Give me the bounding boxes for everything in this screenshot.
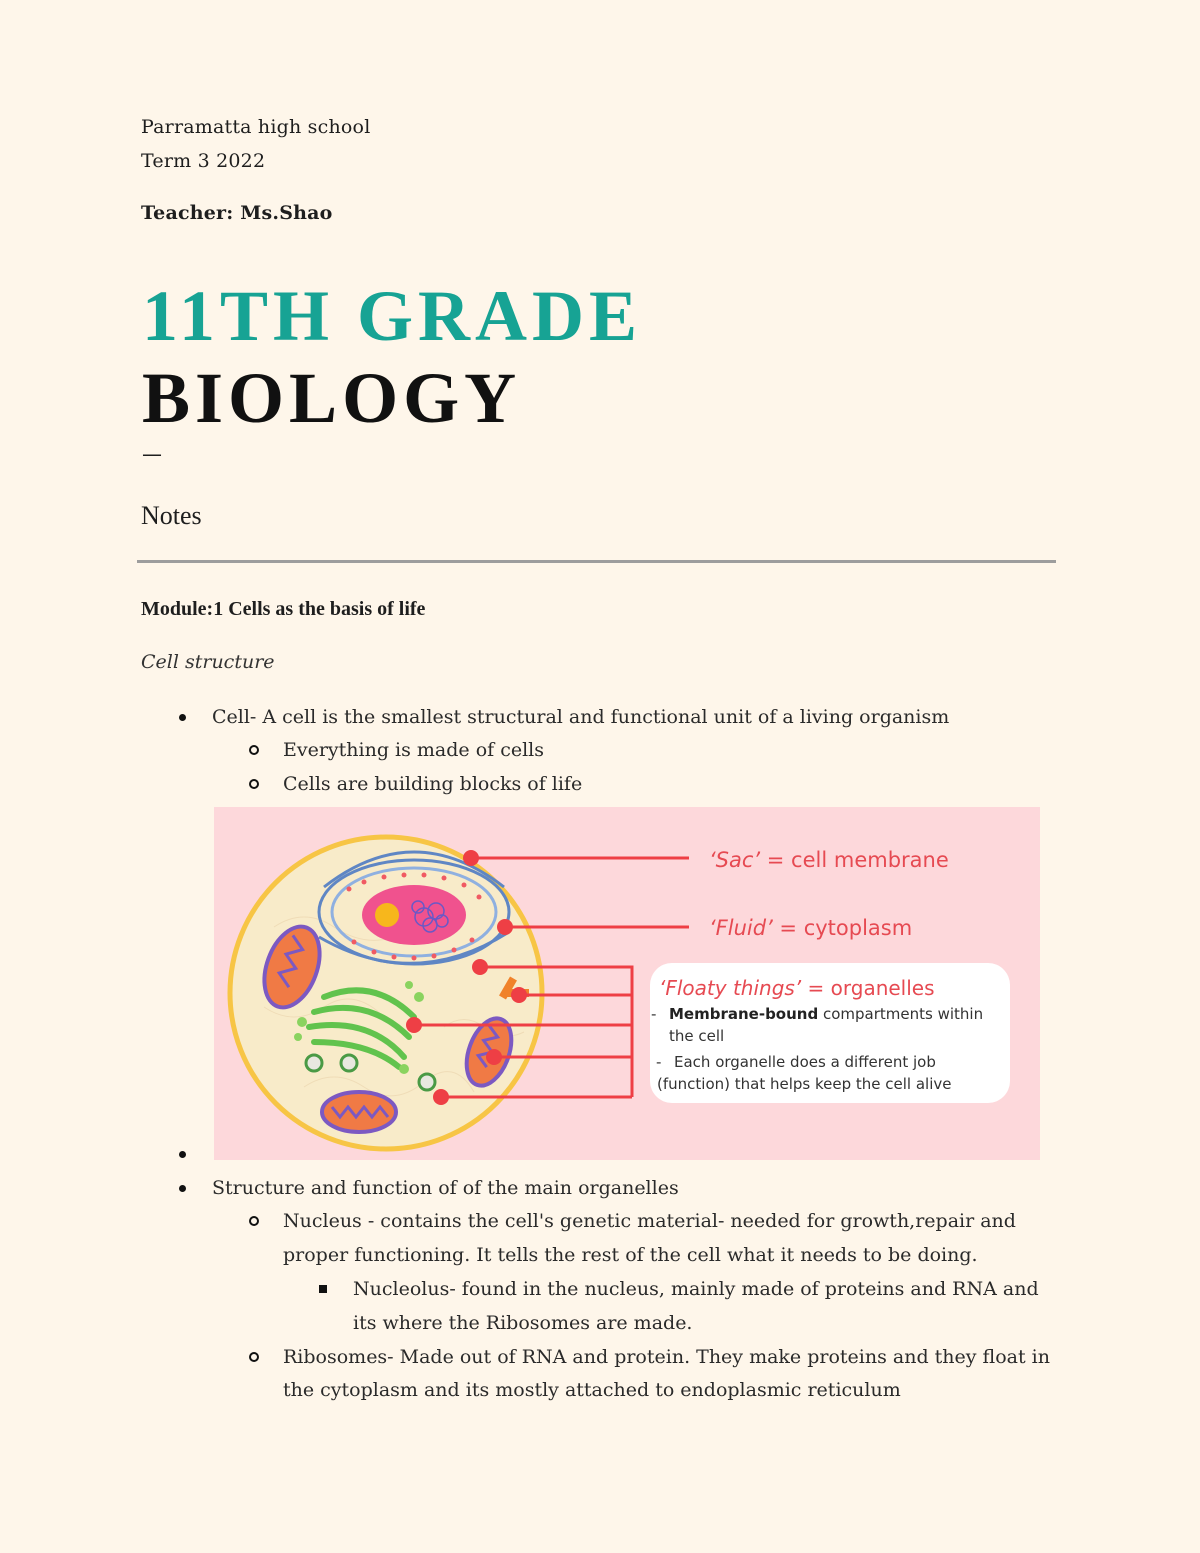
section-subheading: Cell structure [141, 651, 275, 673]
label-floaty-quote: ‘Floaty things’ [659, 976, 802, 1000]
list-item-sub1: Everything is made of cells [283, 739, 545, 761]
label-sac-quote: ‘Sac’ [709, 848, 761, 872]
bullet-square [319, 1285, 327, 1293]
bullet-dot-empty [179, 1151, 186, 1158]
label-floaty [659, 976, 935, 1000]
subject-title: BIOLOGY [142, 358, 522, 438]
bullet-circle [249, 745, 259, 755]
label-floaty-rest: = organelles [801, 976, 935, 1000]
bullet-circle [249, 1216, 259, 1226]
point2-dash: - [656, 1053, 662, 1071]
school-name: Parramatta high school [141, 116, 371, 138]
point1-line2: the cell [669, 1027, 725, 1045]
nucleolus [375, 903, 399, 927]
module-heading: Module:1 Cells as the basis of life [141, 598, 426, 620]
section-divider [137, 560, 1056, 563]
teacher-label: Teacher: Ms.Shao [141, 202, 333, 224]
label-sac [709, 848, 949, 872]
bullet-circle [249, 779, 259, 789]
point2-line1: Each organelle does a different job [674, 1053, 936, 1071]
list-item-nucleolus-cont: its where the Ribosomes are made. [353, 1312, 693, 1334]
bullet-dot [179, 714, 186, 721]
term-label: Term 3 2022 [141, 150, 266, 172]
list-item-ribosomes: Ribosomes- Made out of RNA and protein. They make proteins and they float in [283, 1346, 1050, 1368]
cell-diagram [214, 807, 1040, 1160]
grade-title: 11TH GRADE [142, 276, 643, 356]
bullet-dot [179, 1185, 186, 1192]
bullet-circle [249, 1352, 259, 1362]
list-item-nucleus: Nucleus - contains the cell's genetic material- needed for growth,repair and [283, 1210, 1016, 1232]
list-item-cell: Cell- A cell is the smallest structural and functional unit of a living organism [212, 706, 950, 728]
list-item-nucleus-cont: proper functioning. It tells the rest of the cell what it needs to be doing. [283, 1244, 978, 1266]
point2-line2: (function) that helps keep the cell alive [657, 1075, 952, 1093]
point1-line1 [669, 1005, 983, 1023]
title-dash: — [142, 442, 162, 466]
label-fluid-rest: = cytoplasm [772, 916, 913, 940]
label-sac-rest: = cell membrane [760, 848, 949, 872]
list-item-organelles: Structure and function of of the main organelles [212, 1177, 679, 1199]
point1-dash: - [651, 1005, 657, 1023]
notes-heading: Notes [141, 501, 202, 530]
label-fluid-quote: ‘Fluid’ [709, 916, 773, 940]
label-fluid [709, 916, 912, 940]
list-item-sub2: Cells are building blocks of life [283, 773, 583, 795]
list-item-ribosomes-cont: the cytoplasm and its mostly attached to endoplasmic reticulum [283, 1379, 901, 1401]
point1-bold: Membrane-bound [669, 1005, 819, 1023]
list-item-nucleolus: Nucleolus- found in the nucleus, mainly made of proteins and RNA and [353, 1278, 1039, 1300]
point1-rest: compartments within [818, 1005, 984, 1023]
